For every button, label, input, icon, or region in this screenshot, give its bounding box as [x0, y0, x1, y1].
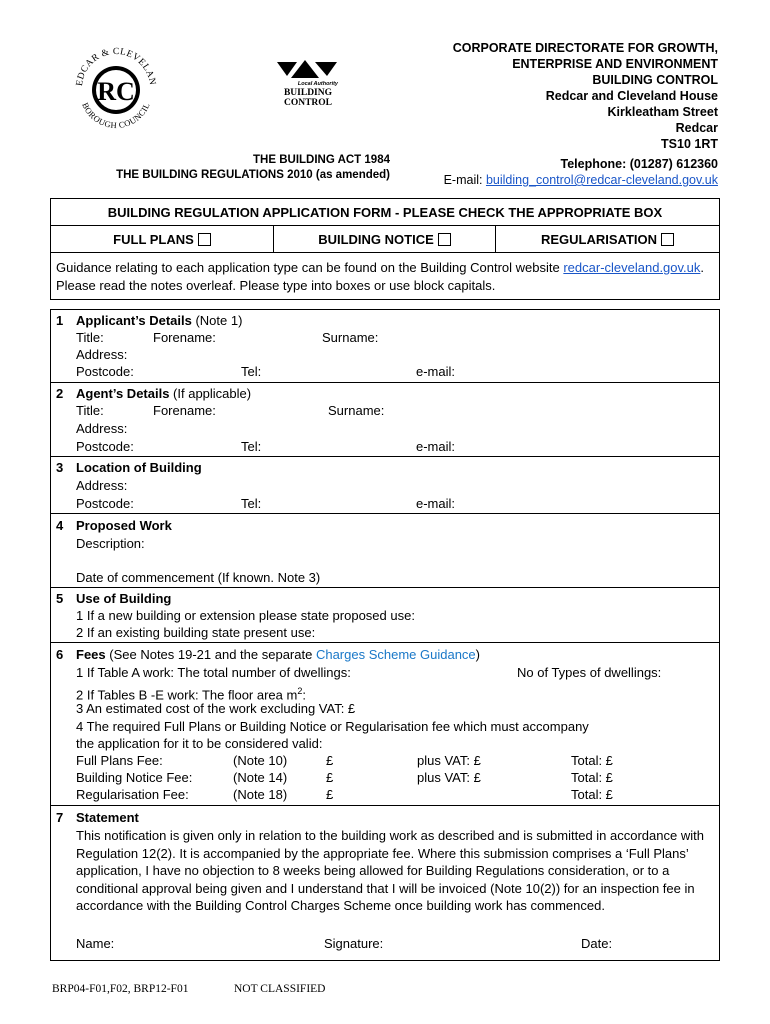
section-title: Applicant’s Details: [76, 313, 192, 328]
logo-small-text: Local Authority: [297, 81, 338, 87]
fee-pound: £: [326, 787, 334, 802]
address-label: Address:: [76, 347, 128, 362]
guidance-website-link[interactable]: redcar-cleveland.gov.uk: [563, 260, 701, 275]
section-number: 3: [56, 460, 64, 475]
section-note-close: ): [475, 647, 480, 662]
postcode-label: Postcode:: [76, 496, 134, 511]
forename-label: Forename:: [153, 403, 216, 418]
fee-pound: £: [326, 753, 334, 768]
present-use-label: 2 If an existing building state present use:: [76, 625, 316, 640]
section-agent: [50, 382, 720, 457]
option-regularisation[interactable]: [495, 225, 720, 253]
surname-label: Surname:: [322, 330, 379, 345]
fee-label: Regularisation Fee:: [76, 787, 189, 802]
section-number: 2: [56, 386, 64, 401]
description-label: Description:: [76, 536, 145, 551]
address-line: TS10 1RT: [661, 137, 718, 151]
address-line: Kirkleatham Street: [607, 105, 718, 119]
address-line: Redcar and Cleveland House: [545, 89, 718, 103]
section-proposed-work: [50, 513, 720, 588]
email-label: e-mail:: [416, 364, 456, 379]
required-fee-text-2: the application for it to be considered valid:: [76, 736, 323, 751]
guidance-text-end: . Please read the notes overleaf. Please type into boxes or use block capitals.: [56, 260, 705, 293]
email-line: [444, 172, 718, 188]
fee-total: Total: £: [571, 770, 613, 785]
section-applicant: [50, 309, 720, 383]
section-statement: [50, 805, 720, 961]
address-line: CORPORATE DIRECTORATE FOR GROWTH,: [452, 41, 718, 55]
section-note: (See Notes 19-21 and the separate: [105, 647, 316, 662]
option-building-notice-label: BUILDING NOTICE: [318, 231, 434, 247]
section-note: (Note 1): [191, 313, 243, 328]
option-full-plans-label: FULL PLANS: [113, 231, 194, 247]
section-use-of-building: [50, 587, 720, 643]
section-fees: [50, 642, 720, 806]
legislation: [50, 153, 390, 183]
logo-mark: RC: [97, 77, 135, 106]
address-line: BUILDING CONTROL: [592, 73, 718, 87]
floor-area-label: 2 If Tables B -E work: The floor area $m^2$:: [76, 686, 306, 703]
estimated-cost-label: 3 An estimated cost of the work excluding VAT: £: [76, 701, 356, 716]
option-full-plans[interactable]: [50, 225, 274, 253]
directorate-address: [453, 40, 718, 152]
address-label: Address:: [76, 421, 128, 436]
statement-text: This notification is given only in relation to the building work as described and is submitted in accordance with Regulation 12(2). It is accompanied by the appropriate fee. Where this submission comprises a ‘Full Plans’ application, I have no objection to 8 weeks being allowed for Building Regulations consideration, or to a conditional approval being given and I understand that I will be invoiced (Note 10(2)) for an inspection fee in accordance with the Building Control Charges Scheme once building work has commenced.: [76, 828, 704, 913]
option-regularisation-label: REGULARISATION: [540, 231, 658, 247]
section-number: 7: [56, 810, 64, 825]
tel-label: Tel:: [241, 439, 262, 454]
postcode-label: Postcode:: [76, 364, 134, 379]
fee-vat: plus VAT: £: [417, 753, 481, 768]
surname-label: Surname:: [328, 403, 385, 418]
section-number: 1: [56, 313, 64, 328]
option-building-notice[interactable]: [273, 225, 496, 253]
required-fee-text: 4 The required Full Plans or Building Notice or Regularisation fee which must accompany: [76, 719, 589, 734]
building-act: THE BUILDING ACT 1984: [253, 154, 390, 166]
section-note: (If applicable): [169, 386, 252, 401]
section-title: Proposed Work: [76, 518, 172, 533]
section-title: Use of Building: [76, 591, 172, 606]
form-reference: BRP04-F01,F02, BRP12-F01: [52, 983, 189, 995]
postcode-label: Postcode:: [76, 439, 134, 454]
email-label: e-mail:: [416, 496, 456, 511]
section-location: [50, 456, 720, 514]
contact-details: [444, 156, 718, 188]
building-control-logo: [275, 58, 341, 110]
fee-note: (Note 10): [233, 753, 288, 768]
date-label: Date:: [581, 936, 613, 951]
fee-label: Full Plans Fee:: [76, 753, 163, 768]
fee-note: (Note 14): [233, 770, 288, 785]
fee-total: Total: £: [571, 753, 613, 768]
dwellings-label: 1 If Table A work: The total number of dwellings:: [76, 665, 351, 680]
section-title: Fees: [76, 647, 106, 662]
proposed-use-label: 1 If a new building or extension please state proposed use:: [76, 608, 415, 623]
dwelling-types-label: No of Types of dwellings:: [517, 665, 662, 680]
address-label: Address:: [76, 478, 128, 493]
logo-line2: CONTROL: [283, 98, 333, 108]
title-label: Title:: [76, 403, 104, 418]
forename-label: Forename:: [153, 330, 216, 345]
email-link[interactable]: building_control@redcar-cleveland.gov.uk: [485, 173, 718, 187]
section-number: 4: [56, 518, 64, 533]
title-label: Title:: [76, 330, 104, 345]
logo-ring-bottom-text: BOROUGH COUNCIL: [80, 100, 152, 131]
commencement-date-label: Date of commencement (If known. Note 3): [76, 570, 321, 585]
charges-scheme-guidance-link[interactable]: Charges Scheme Guidance: [315, 647, 476, 662]
guidance-box: [50, 252, 720, 300]
tel-label: Tel:: [241, 364, 262, 379]
building-regulations: THE BUILDING REGULATIONS 2010 (as amended): [116, 169, 390, 181]
form-title: BUILDING REGULATION APPLICATION FORM - PLEASE CHECK THE APPROPRIATE BOX: [50, 198, 720, 226]
classification: NOT CLASSIFIED: [234, 983, 326, 995]
section-title: Agent’s Details: [76, 386, 170, 401]
fee-note: (Note 18): [233, 787, 288, 802]
email-label: E-mail:: [443, 173, 486, 187]
section-title: Statement: [76, 810, 139, 825]
email-label: e-mail:: [416, 439, 456, 454]
full-plans-checkbox[interactable]: [198, 233, 211, 246]
name-label: Name:: [76, 936, 115, 951]
address-line: Redcar: [675, 121, 718, 135]
section-title: Location of Building: [76, 460, 202, 475]
guidance-text: Guidance relating to each application type can be found on the Building Control website: [56, 260, 564, 275]
fee-vat: plus VAT: £: [417, 770, 481, 785]
fee-label: Building Notice Fee:: [76, 770, 193, 785]
address-line: ENTERPRISE AND ENVIRONMENT: [512, 57, 718, 71]
council-logo: [68, 40, 164, 136]
building-notice-checkbox[interactable]: [438, 233, 451, 246]
signature-label: Signature:: [324, 936, 384, 951]
logo-ring-top-text: EDCAR & CLEVELAN: [74, 46, 158, 87]
logo-line1: BUILDING: [283, 88, 333, 98]
fee-pound: £: [326, 770, 334, 785]
telephone: Telephone: (01287) 612360: [560, 157, 718, 171]
regularisation-checkbox[interactable]: [661, 233, 674, 246]
tel-label: Tel:: [241, 496, 262, 511]
fee-total: Total: £: [571, 787, 613, 802]
section-number: 6: [56, 647, 64, 662]
section-number: 5: [56, 591, 64, 606]
